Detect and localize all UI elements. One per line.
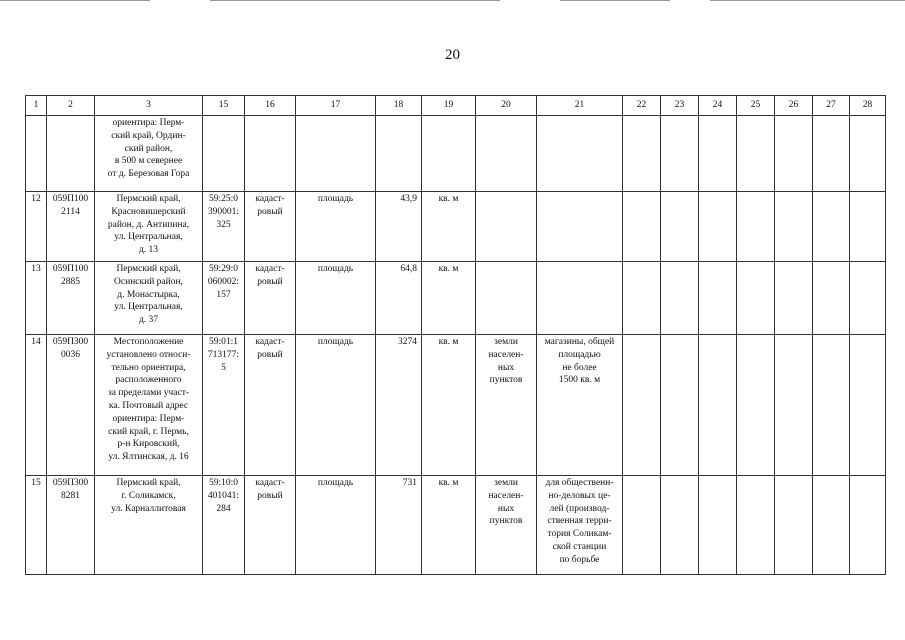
registry-number-cell: 059П300 8281	[47, 476, 95, 575]
table-row	[26, 335, 886, 476]
empty-cell	[813, 116, 850, 192]
permitted-use-cell: для общественн- но-деловых це- лей (производ- ственная терри- тория Соликам- ской станции по борьбе	[537, 476, 623, 575]
top-edge-line	[560, 0, 670, 1]
empty-cell	[661, 476, 699, 575]
value-cell	[376, 116, 422, 192]
unit-cell: кв. м	[422, 476, 476, 575]
table-row	[26, 192, 886, 262]
column-header: 22	[623, 96, 661, 116]
row-number-cell: 13	[26, 262, 47, 335]
registry-number-cell: 059П100 2885	[47, 262, 95, 335]
registry-number-cell: 059П300 0036	[47, 335, 95, 476]
empty-cell	[813, 262, 850, 335]
characteristic-cell	[296, 116, 376, 192]
row-number-cell: 14	[26, 335, 47, 476]
table-row	[26, 476, 886, 575]
empty-cell	[623, 335, 661, 476]
address-cell: Пермский край, Осинский район, д. Монастырка, ул. Центральная, д. 37	[95, 262, 203, 335]
value-cell: 43,9	[376, 192, 422, 262]
top-edge-line	[710, 0, 905, 1]
permitted-use-cell	[537, 192, 623, 262]
top-edge-line	[0, 0, 150, 1]
empty-cell	[737, 116, 775, 192]
empty-cell	[775, 116, 813, 192]
empty-cell	[699, 116, 737, 192]
unit-cell: кв. м	[422, 192, 476, 262]
empty-cell	[850, 335, 886, 476]
land-category-cell: земли населен- ных пунктов	[476, 335, 537, 476]
cadastral-number-cell: 59:29:0 060002: 157	[203, 262, 245, 335]
value-cell: 64,8	[376, 262, 422, 335]
empty-cell	[623, 262, 661, 335]
characteristic-cell: площадь	[296, 335, 376, 476]
empty-cell	[737, 192, 775, 262]
table-row	[26, 116, 886, 192]
empty-cell	[737, 476, 775, 575]
address-cell: ориентира: Перм- ский край, Ордин- ский район, в 500 м севернее от д. Березовая Гора	[95, 116, 203, 192]
empty-cell	[661, 192, 699, 262]
empty-cell	[623, 116, 661, 192]
number-type-cell: кадаст- ровый	[245, 262, 296, 335]
column-header: 3	[95, 96, 203, 116]
row-number-cell: 15	[26, 476, 47, 575]
address-cell: Пермский край, г. Соликамск, ул. Карналлитовая	[95, 476, 203, 575]
column-header: 28	[850, 96, 886, 116]
empty-cell	[850, 116, 886, 192]
empty-cell	[623, 476, 661, 575]
empty-cell	[813, 335, 850, 476]
empty-cell	[737, 262, 775, 335]
column-header: 18	[376, 96, 422, 116]
empty-cell	[661, 335, 699, 476]
column-header: 26	[775, 96, 813, 116]
column-header: 1	[26, 96, 47, 116]
empty-cell	[775, 262, 813, 335]
characteristic-cell: площадь	[296, 262, 376, 335]
column-header: 25	[737, 96, 775, 116]
empty-cell	[850, 192, 886, 262]
empty-cell	[623, 192, 661, 262]
registry-number-cell: 059П100 2114	[47, 192, 95, 262]
characteristic-cell: площадь	[296, 476, 376, 575]
land-category-cell	[476, 192, 537, 262]
unit-cell: кв. м	[422, 335, 476, 476]
column-header: 27	[813, 96, 850, 116]
unit-cell: кв. м	[422, 262, 476, 335]
number-type-cell: кадаст- ровый	[245, 476, 296, 575]
land-category-cell	[476, 262, 537, 335]
empty-cell	[813, 476, 850, 575]
empty-cell	[737, 335, 775, 476]
number-type-cell	[245, 116, 296, 192]
empty-cell	[850, 476, 886, 575]
value-cell: 3274	[376, 335, 422, 476]
empty-cell	[813, 192, 850, 262]
column-header: 21	[537, 96, 623, 116]
column-header: 2	[47, 96, 95, 116]
column-header: 23	[661, 96, 699, 116]
permitted-use-cell	[537, 262, 623, 335]
column-header: 20	[476, 96, 537, 116]
empty-cell	[775, 192, 813, 262]
permitted-use-cell	[537, 116, 623, 192]
row-number-cell	[26, 116, 47, 192]
header-row	[26, 96, 886, 116]
empty-cell	[699, 335, 737, 476]
land-category-cell	[476, 116, 537, 192]
column-header: 16	[245, 96, 296, 116]
cadastral-number-cell: 59:10:0 401041: 284	[203, 476, 245, 575]
registry-table	[25, 95, 886, 575]
address-cell: Местоположение установлено относи- тельно ориентира, расположенного за пределами участ- ка. Почтовый адрес ориентира: Перм- ский край, г. Пермь, р-н Кировский, ул. Ялтинская, д. 16	[95, 335, 203, 476]
cadastral-number-cell: 59:01:1 713177: 5	[203, 335, 245, 476]
registry-number-cell	[47, 116, 95, 192]
permitted-use-cell: магазины, общей площадью не более 1500 кв. м	[537, 335, 623, 476]
table-row	[26, 262, 886, 335]
empty-cell	[775, 335, 813, 476]
unit-cell	[422, 116, 476, 192]
column-header: 17	[296, 96, 376, 116]
empty-cell	[775, 476, 813, 575]
number-type-cell: кадаст- ровый	[245, 192, 296, 262]
column-header: 24	[699, 96, 737, 116]
column-header: 19	[422, 96, 476, 116]
empty-cell	[850, 262, 886, 335]
top-edge-line	[210, 0, 500, 1]
empty-cell	[661, 116, 699, 192]
land-category-cell: земли населен- ных пунктов	[476, 476, 537, 575]
empty-cell	[661, 262, 699, 335]
value-cell: 731	[376, 476, 422, 575]
row-number-cell: 12	[26, 192, 47, 262]
empty-cell	[699, 192, 737, 262]
cadastral-number-cell: 59:25:0 390001: 325	[203, 192, 245, 262]
characteristic-cell: площадь	[296, 192, 376, 262]
empty-cell	[699, 262, 737, 335]
empty-cell	[699, 476, 737, 575]
cadastral-number-cell	[203, 116, 245, 192]
column-header: 15	[203, 96, 245, 116]
page-number: 20	[445, 47, 460, 63]
number-type-cell: кадаст- ровый	[245, 335, 296, 476]
address-cell: Пермский край, Красновишерский район, д. Антипина, ул. Центральная, д. 13	[95, 192, 203, 262]
